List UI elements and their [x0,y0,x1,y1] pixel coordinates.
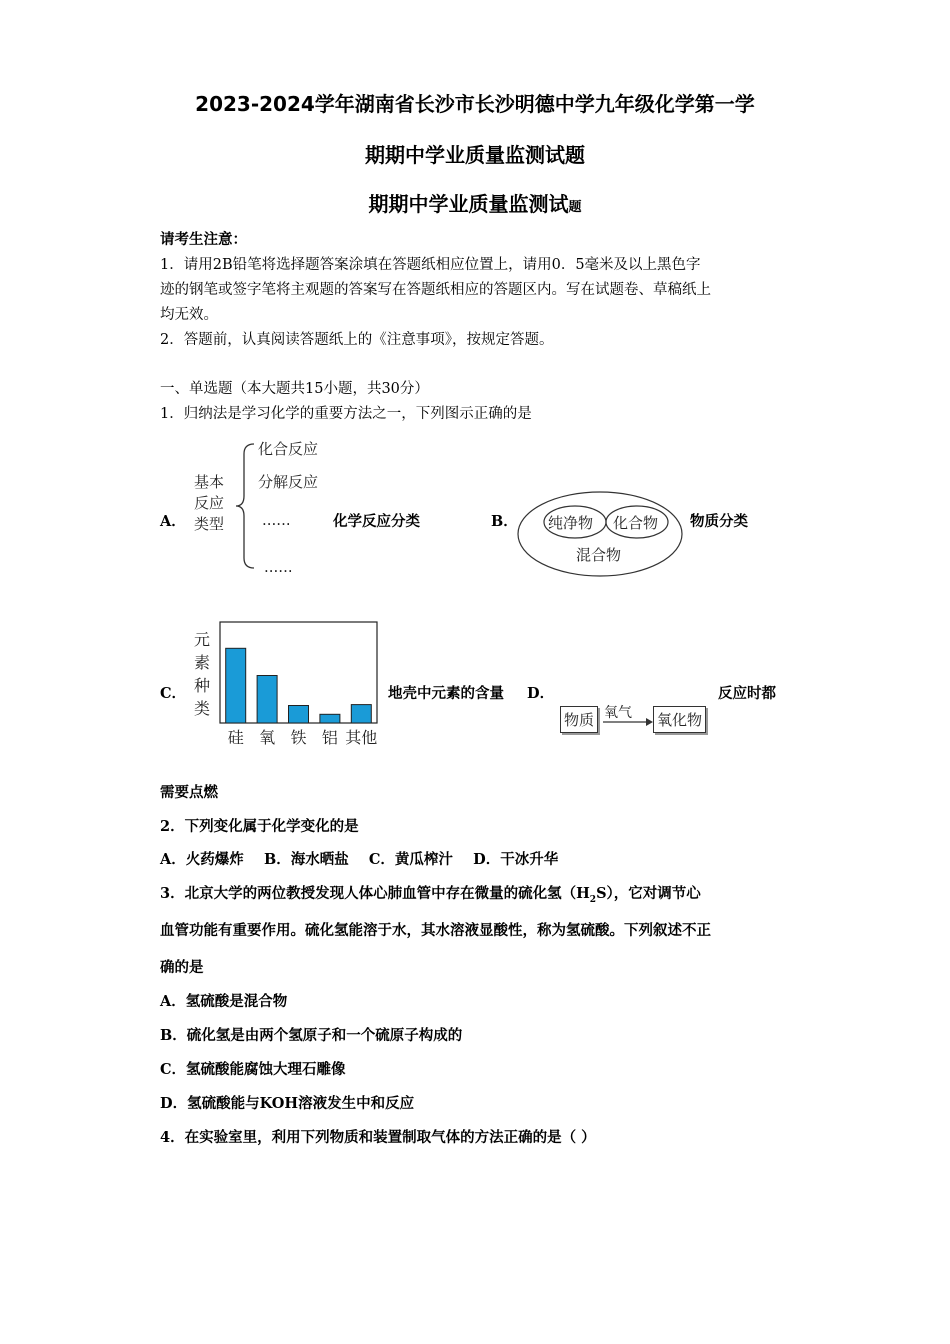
q1-optD-arrow-label: 氧气 [604,705,632,721]
chart-bar-4 [320,714,340,723]
q3-optD: D．氢硫酸能与KOH溶液发生中和反应 [160,1095,415,1112]
chart-tick-label-5: 其他 [345,728,378,746]
notice-heading: 请考生注意： [160,231,247,248]
q3-line3: 确的是 [160,959,204,976]
q3-optC: C．氢硫酸能腐蚀大理石雕像 [160,1061,346,1078]
q1-optC-letter: C． [160,685,187,702]
q3-line1-b: S），它对调节心 [596,885,701,902]
q3-line1 [160,882,701,905]
q1-optC-ylabel-char-3: 种 [194,676,211,695]
q1-optB-inner-left: 纯净物 [548,514,594,532]
q1-optA-caption: 化学反应分类 [333,513,420,530]
q1-optC-ylabel-char-4: 类 [194,699,211,718]
q1-optC-ylabel [194,628,210,720]
q2-stem: 2．下列变化属于化学变化的是 [160,818,359,835]
q1-optC-ylabel-char-2: 素 [194,653,211,672]
q1-optA-side-label-1: 基本 [194,473,225,491]
q1-optC-ylabel-char-1: 元 [194,630,211,649]
q1-optB-caption: 物质分类 [690,513,748,530]
q4-stem: 4．在实验室里，利用下列物质和装置制取气体的方法正确的是（ ） [160,1129,596,1146]
q1-optB-outer: 混合物 [576,546,622,564]
notice-item2: 2．答题前，认真阅读答题纸上的《注意事项》，按规定答题。 [160,332,554,348]
section1-heading: 一、单选题（本大题共15小题，共30分） [160,381,429,397]
q1-optD-box-right: 氧化物 [653,706,706,733]
q3-line1-sub: 2 [589,894,597,905]
notice-item1-line3: 均无效。 [160,307,218,323]
chart-bar-3 [289,706,309,724]
doc-title-line1: 2023-2024学年湖南省长沙市长沙明德中学九年级化学第一学 [195,92,755,116]
chart-bar-1 [226,648,246,723]
q3-optA: A．氢硫酸是混合物 [160,993,288,1010]
doc-title-line3 [0,188,950,217]
q3-line1-a: 3．北京大学的两位教授发现人体心肺血管中存在微量的硫化氢（H [160,885,590,902]
q1-optA-item4: ...... [264,558,293,576]
doc-title-line2: 期期中学业质量监测试题 [365,143,585,167]
chart-tick-label-2: 氧 [259,728,276,746]
chart-bar-5 [351,705,371,723]
q1-optC-caption: 地壳中元素的含量 [388,685,504,702]
notice-item1-line1: 1．请用2B铅笔将选择题答案涂填在答题纸相应位置上，请用0．5毫米及以上黑色字 [160,257,701,273]
q1-optA-brace [232,440,260,570]
chart-tick-label-3: 铁 [290,728,307,746]
q1-optA-side-label-3: 类型 [194,515,225,533]
q2-options: A．火药爆炸 B．海水晒盐 C．黄瓜榨汁 D．干冰升华 [160,851,559,868]
q1-optD-caption-cont: 需要点燃 [160,784,218,801]
q1-optA-letter: A． [160,513,186,530]
notice-item1-line2: 迹的钢笔或签字笔将主观题的答案写在答题纸相应的答题区内。写在试题卷、草稿纸上 [160,282,711,298]
doc-title-line3-main: 期期中学业质量监测试 [368,192,569,216]
q1-optB-venn [516,490,688,580]
q3-line2: 血管功能有重要作用。硫化氢能溶于水，其水溶液显酸性，称为氢硫酸。下列叙述不正 [160,922,711,939]
q1-optD-letter: D． [527,685,555,702]
q1-optA-side-label [194,472,224,535]
chart-tick-label-4: 铝 [321,728,338,746]
doc-title-line3-tail: 题 [568,200,582,215]
q1-optA-side-label-2: 反应 [194,494,225,512]
q1-optB-letter: B． [491,513,518,530]
q1-optD-arrow [602,716,654,728]
chart-tick-label-1: 硅 [227,728,244,746]
q1-optC-chart [214,616,386,746]
q1-optA-item1: 化合反应 [258,440,319,458]
chart-bar-2 [257,676,277,724]
q1-stem: 1．归纳法是学习化学的重要方法之一，下列图示正确的是 [160,406,532,422]
q1-optD-caption: 反应时都 [718,685,776,702]
q1-optA-item2: 分解反应 [258,473,319,491]
q1-optD-box-left: 物质 [560,706,598,733]
q1-optB-inner-right: 化合物 [613,514,659,532]
q3-optB: B．硫化氢是由两个氢原子和一个硫原子构成的 [160,1027,463,1044]
q1-optA-item3: ...... [262,511,291,529]
